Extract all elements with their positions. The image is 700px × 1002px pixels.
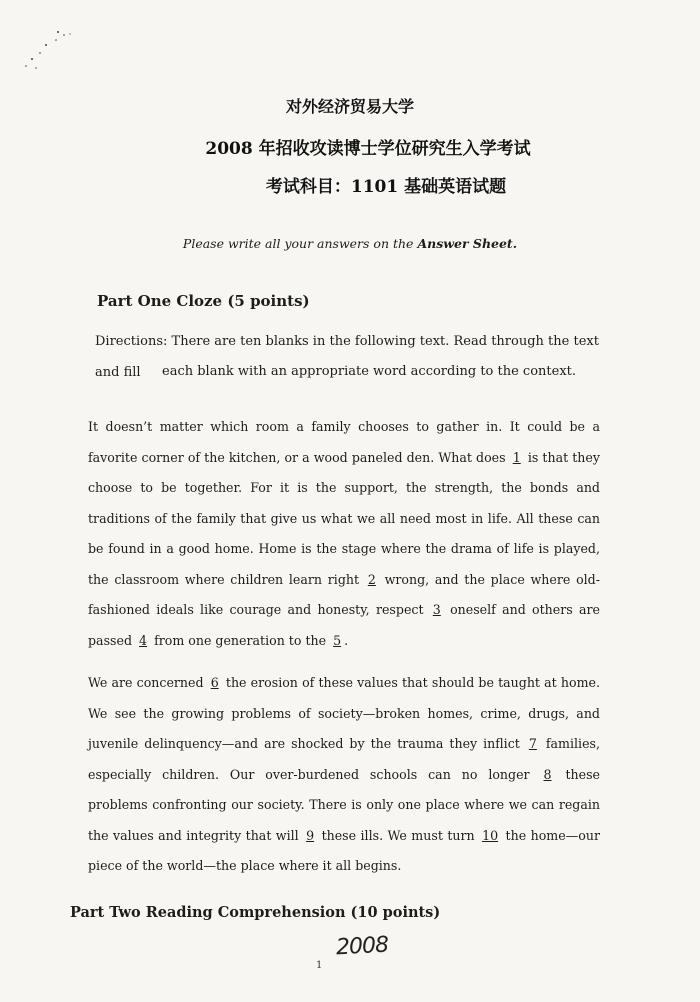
blank-4: 4	[139, 632, 148, 648]
exam-subject: 考试科目：1101 基础英语试题	[265, 177, 507, 197]
cloze-paragraph-1: It doesn’t matter which room a family chooses to gather in. It could be a favorite corner of the kitchen, or a wood paneled den. What does 1 is that they choose to be together. For it is the support, the strength, the bonds and traditions of the family that give us what we all need most in life. All these can be found in a good home. Home is the stage where the drama of life is played, the classroom where children learn right 2 wrong, and the place where old-fashioned ideals like courage and honesty, respect 3 oneself and others are passed 4 from one generation to the 5 .	[88, 419, 600, 648]
handwritten-year: 2008	[335, 932, 389, 961]
blank-8: 8	[543, 766, 552, 782]
part-one-title: Part One Cloze (5 points)	[97, 292, 310, 310]
instruction-text: Please write all your answers on the	[182, 236, 414, 251]
blank-1: 1	[512, 449, 521, 465]
directions-line-2: each blank with an appropriate word according to the context.	[162, 364, 577, 379]
scan-speck-marks	[18, 28, 78, 73]
blank-2: 2	[367, 571, 376, 587]
part-two-title: Part Two Reading Comprehension (10 points)	[70, 904, 441, 921]
directions-line-1: Directions: There are ten blanks in the following text. Read through the text and fill	[95, 334, 599, 380]
answer-instruction	[0, 236, 700, 251]
blank-6: 6	[210, 675, 219, 690]
page-number: 1	[316, 960, 323, 971]
cloze-paragraph-2: We are concerned 6 the erosion of these values that should be taught at home. We see the growing problems of society—broken homes, crime, drugs, and juvenile delinquency—and are shocked by the trauma they inflict 7 families, especially children. Our over-burdened schools can no longer 8 these problems confronting our society. There is only one place where we can regain the values and integrity that will 9 these ills. We must turn 10 the home—our piece of the world—the place where it all begins.	[88, 675, 600, 873]
answer-sheet-label: Answer Sheet.	[417, 236, 518, 251]
blank-5: 5	[333, 632, 342, 648]
blank-10: 10	[482, 827, 499, 843]
blank-9: 9	[306, 827, 315, 843]
exam-title: 2008 年招收攻读博士学位研究生入学考试	[205, 139, 531, 159]
university-name: 对外经济贸易大学	[285, 97, 414, 116]
blank-7: 7	[528, 736, 537, 751]
blank-3: 3	[432, 602, 441, 617]
